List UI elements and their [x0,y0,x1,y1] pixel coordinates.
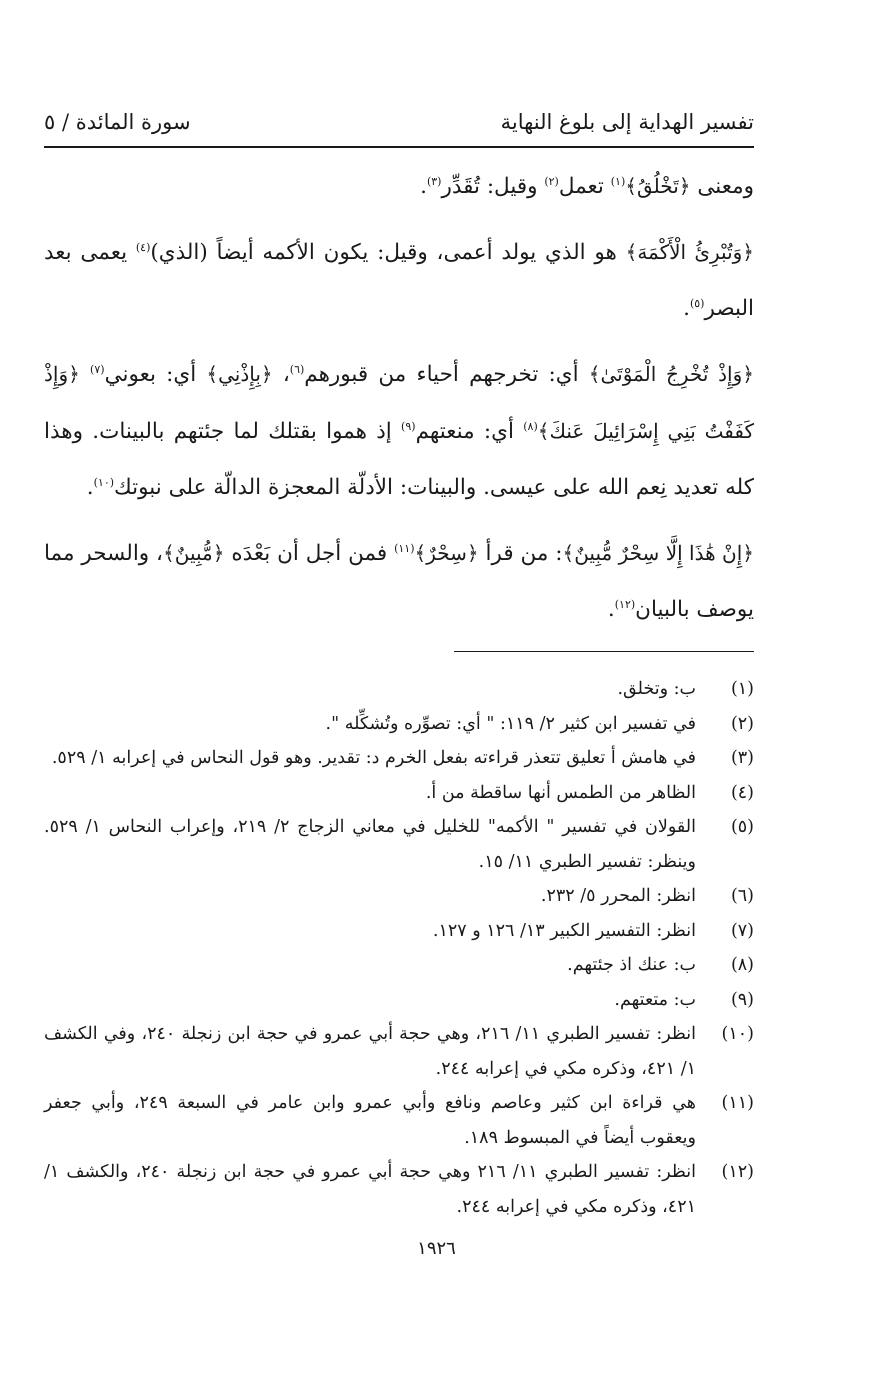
footnote-ref: (٤) [135,240,151,254]
quran-quote: ﴿وَإِذْ تُخْرِجُ الْمَوْتَىٰ﴾ [588,362,754,386]
footnote-ref: (٢) [544,174,559,188]
footnote-number: (٣) [730,748,754,768]
footnote [44,672,754,707]
quran-quote: ﴿وَإِذْ كَفَفْتُ بَنِي إِسْرَائِيلَ عَنكَ﴾ [44,362,754,443]
footnote-text: انظر: تفسير الطبري ١١/ ٢١٦، وهي حجة أبي عمرو في حجة ابن زنجلة ٢٤٠، وفي الكشف ١/ ٤٢١، وذكره مكي في إعرابه ٢٤٤. [44,1024,696,1079]
footnote-number: (٦) [730,886,754,906]
text-run: فمن أجل أن بَعْدَه [224,541,395,566]
footnote-text: انظر: التفسير الكبير ١٣/ ١٢٦ و ١٢٧. [432,920,696,941]
footnote [44,1155,754,1224]
paragraph-2 [44,224,754,337]
footnote-ref: (٧) [90,362,105,376]
footnote-text: انظر: تفسير الطبري ١١/ ٢١٦ وهي حجة أبي عمرو في حجة ابن زنجلة ٢٤٠، والكشف ١/ ٤٢١، وذكره مكي في إعرابه ٢٤٤. [44,1162,696,1217]
footnote-ref: (١٠) [93,475,115,489]
footnote-ref: (٥) [689,296,705,310]
footnote-ref: (٩) [401,419,416,433]
text-run: ، [272,362,290,387]
footnote-ref: (٨) [523,419,538,433]
footnote-number: (١) [730,679,754,699]
main-text [44,158,754,647]
text-run: أي: تخرجهم أحياء من قبورهم [304,362,589,387]
footnote-ref: (٣) [426,174,442,188]
quran-quote: ﴿مُّبِينٌ﴾ [163,541,225,565]
paragraph-3 [44,346,754,516]
quran-quote: ﴿إِنْ هَٰذَا إِلَّا سِحْرٌ مُّبِينٌ﴾ [562,541,754,565]
paragraph-4 [44,525,754,638]
header-rule [44,146,754,148]
footnote-ref: (١١) [394,541,415,555]
text-run: تعمل [558,174,611,199]
footnote [44,1017,754,1086]
footnote-text: هي قراءة ابن كثير وعاصم ونافع وأبي عمرو وابن عامر في السبعة ٢٤٩، وأبي جعفر ويعقوب أيضاً في المبسوط ١٨٩. [44,1093,697,1148]
footnote [44,707,754,742]
footnote [44,914,754,949]
footnote-number: (٩) [730,989,754,1010]
footnote-number: (٤) [730,782,754,803]
footnote-ref: (١) [610,174,626,188]
footnote [44,741,754,776]
running-header [44,104,754,140]
footnote-text: في تفسير ابن كثير ٢/ ١١٩: " أي: تصوِّره وتُشكِّله ". [325,713,696,734]
footnote-text: القولان في تفسير " الأكمه" للخليل في معاني الزجاج ٢/ ٢١٩، وإعراب النحاس ١/ ٥٢٩. وينظر: تفسير الطبري ١١/ ١٥. [44,817,696,872]
footnote-number: (١٢) [721,1162,754,1182]
text-run: أي: منعتهم [415,419,524,444]
quran-quote: ﴿تَخْلُقُ﴾ [625,174,691,198]
footnote [44,948,754,983]
book-title: تفسير الهداية إلى بلوغ النهاية [500,110,754,134]
quran-quote: ﴿سِحْرٌ﴾ [414,541,479,565]
footnotes [44,672,754,1224]
footnote-number: (٧) [730,920,754,941]
footnote-text: الظاهر من الطمس أنها ساقطة من أ. [425,782,696,803]
footnote-separator [454,651,754,652]
footnote [44,879,754,914]
footnote-text: انظر: المحرر ٥/ ٢٣٢. [540,886,696,906]
footnote-text: في هامش أ تعليق تتعذر قراءته بفعل الخرم د: تقدير. وهو قول النحاس في إعرابه ١/ ٥٢٩. [51,748,696,768]
footnote-text: ب: وتخلق. [617,679,696,699]
text-run: هو الذي يولد أعمى، وقيل: يكون الأكمه أيضاً (الذي) [150,240,626,265]
footnote [44,1086,754,1155]
surah-label: سورة المائدة / ٥ [44,110,191,134]
footnote-text: ب: متعتهم. [614,989,696,1010]
text-run: ومعنى [690,174,754,199]
text-run [80,362,90,387]
page-number: ١٩٢٦ [417,1238,456,1259]
text-run: : من قرأ [478,541,563,566]
text-run: ، والسحر مما يوصف بالبيان [44,541,754,622]
footnote-text: ب: عنك اذ جئتهم. [567,955,696,975]
text-run: يعمى بعد البصر [44,240,754,321]
quran-quote: ﴿وَتُبْرِئُ الْأَكْمَهَ﴾ [625,240,755,264]
text-run: . [86,475,94,500]
text-run: إذ هموا بقتلك لما جئتهم بالبينات. وهذا كله تعديد نِعم الله على عيسى. والبينات: الأدلّة المعجزة الدالّة على نبوتك [44,419,754,500]
text-run: . [420,174,427,199]
footnote [44,983,754,1018]
footnote-number: (٢) [730,713,754,734]
footnote-number: (٥) [730,817,754,837]
footnote-ref: (٦) [289,362,305,376]
footnote-number: (٨) [730,955,754,975]
footnote-ref: (١٢) [614,597,636,611]
text-run: أي: بعوني [104,362,207,387]
paragraph-1 [44,158,754,215]
quran-quote: ﴿بِإِذْنِي﴾ [206,362,273,386]
text-run: . [607,597,615,622]
footnote-number: (١٠) [721,1024,754,1044]
footnote [44,810,754,879]
text-run: . [683,296,690,321]
footnote-number: (١١) [721,1093,754,1113]
footnote [44,776,754,811]
text-run: وقيل: تُقَدِّر [441,174,545,199]
